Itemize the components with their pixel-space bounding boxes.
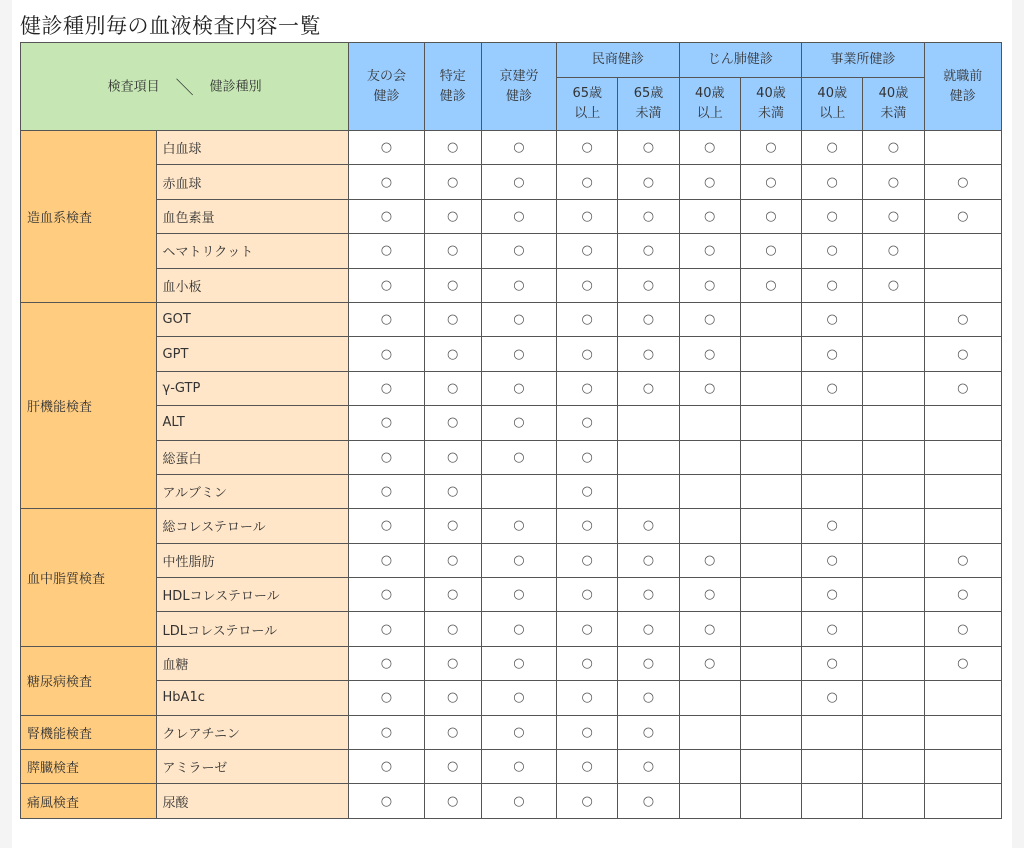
check-mark-cell: ○: [740, 131, 801, 165]
category-cell: 血中脂質検査: [21, 509, 157, 647]
page-title: 健診種別毎の血液検査内容一覧: [20, 14, 321, 38]
item-name-cell: LDLコレステロール: [156, 612, 349, 646]
item-name-cell: HbA1c: [156, 681, 349, 715]
check-mark-cell: ○: [349, 612, 424, 646]
check-mark-cell: ○: [802, 234, 863, 268]
empty-cell: [924, 440, 1001, 474]
check-mark-cell: ○: [924, 371, 1001, 405]
empty-cell: [740, 543, 801, 577]
category-cell: 糖尿病検査: [21, 646, 157, 715]
check-mark-cell: ○: [349, 337, 424, 371]
check-mark-cell: ○: [802, 612, 863, 646]
item-name-cell: 血小板: [156, 268, 349, 302]
check-mark-cell: ○: [424, 199, 481, 233]
check-mark-cell: ○: [481, 681, 556, 715]
empty-cell: [863, 371, 924, 405]
empty-cell: [740, 750, 801, 784]
column-header: 事業所健診: [802, 43, 924, 78]
item-name-cell: クレアチニン: [156, 715, 349, 749]
check-mark-cell: ○: [924, 646, 1001, 680]
check-mark-cell: ○: [349, 646, 424, 680]
item-name-cell: γ-GTP: [156, 371, 349, 405]
check-mark-cell: ○: [349, 302, 424, 336]
item-name-cell: HDLコレステロール: [156, 578, 349, 612]
table-row: [21, 131, 1002, 165]
check-mark-cell: ○: [618, 371, 679, 405]
check-mark-cell: ○: [557, 199, 618, 233]
check-mark-cell: ○: [618, 199, 679, 233]
table-row: [21, 371, 1002, 405]
check-mark-cell: ○: [481, 715, 556, 749]
item-name-cell: GPT: [156, 337, 349, 371]
check-mark-cell: ○: [740, 199, 801, 233]
empty-cell: [679, 440, 740, 474]
check-mark-cell: ○: [679, 337, 740, 371]
check-mark-cell: ○: [424, 578, 481, 612]
table-row: [21, 234, 1002, 268]
table-row: [21, 646, 1002, 680]
table-row: [21, 578, 1002, 612]
check-mark-cell: ○: [924, 578, 1001, 612]
sub-column-header: 40歳 未満: [863, 78, 924, 131]
empty-cell: [863, 543, 924, 577]
empty-cell: [924, 268, 1001, 302]
check-mark-cell: ○: [863, 131, 924, 165]
check-mark-cell: ○: [802, 543, 863, 577]
column-header: 友の会 健診: [349, 43, 424, 131]
check-mark-cell: ○: [618, 715, 679, 749]
item-name-cell: 血糖: [156, 646, 349, 680]
item-name-cell: 尿酸: [156, 784, 349, 818]
check-mark-cell: ○: [424, 406, 481, 440]
empty-cell: [924, 509, 1001, 543]
check-mark-cell: ○: [424, 612, 481, 646]
check-mark-cell: ○: [424, 268, 481, 302]
empty-cell: [863, 578, 924, 612]
empty-cell: [924, 406, 1001, 440]
check-mark-cell: ○: [557, 646, 618, 680]
check-mark-cell: ○: [679, 199, 740, 233]
empty-cell: [618, 440, 679, 474]
empty-cell: [740, 474, 801, 508]
empty-cell: [618, 474, 679, 508]
table-row: [21, 199, 1002, 233]
check-mark-cell: ○: [557, 337, 618, 371]
check-mark-cell: ○: [679, 371, 740, 405]
check-mark-cell: ○: [802, 509, 863, 543]
check-mark-cell: ○: [679, 646, 740, 680]
check-mark-cell: ○: [863, 234, 924, 268]
empty-cell: [740, 440, 801, 474]
item-name-cell: 赤血球: [156, 165, 349, 199]
check-mark-cell: ○: [802, 131, 863, 165]
check-mark-cell: ○: [349, 165, 424, 199]
check-mark-cell: ○: [481, 371, 556, 405]
check-mark-cell: ○: [349, 509, 424, 543]
empty-cell: [740, 715, 801, 749]
category-cell: 膵臓検査: [21, 750, 157, 784]
check-mark-cell: ○: [424, 543, 481, 577]
table-row: [21, 474, 1002, 508]
check-mark-cell: ○: [618, 302, 679, 336]
check-mark-cell: ○: [424, 131, 481, 165]
empty-cell: [924, 715, 1001, 749]
check-mark-cell: ○: [924, 337, 1001, 371]
check-mark-cell: ○: [618, 268, 679, 302]
check-mark-cell: ○: [557, 371, 618, 405]
check-mark-cell: ○: [557, 612, 618, 646]
empty-cell: [679, 406, 740, 440]
empty-cell: [740, 681, 801, 715]
table-row: [21, 750, 1002, 784]
item-name-cell: ヘマトリクット: [156, 234, 349, 268]
check-mark-cell: ○: [618, 681, 679, 715]
check-mark-cell: ○: [618, 165, 679, 199]
empty-cell: [679, 509, 740, 543]
check-mark-cell: ○: [481, 302, 556, 336]
column-header: 就職前 健診: [924, 43, 1001, 131]
table-row: [21, 784, 1002, 818]
check-mark-cell: ○: [618, 509, 679, 543]
empty-cell: [679, 681, 740, 715]
check-mark-cell: ○: [679, 612, 740, 646]
table-row: [21, 440, 1002, 474]
empty-cell: [863, 646, 924, 680]
check-mark-cell: ○: [424, 371, 481, 405]
check-mark-cell: ○: [557, 234, 618, 268]
empty-cell: [740, 337, 801, 371]
check-mark-cell: ○: [924, 199, 1001, 233]
check-mark-cell: ○: [557, 406, 618, 440]
check-mark-cell: ○: [557, 784, 618, 818]
empty-cell: [481, 474, 556, 508]
table-row: [21, 681, 1002, 715]
check-mark-cell: ○: [557, 715, 618, 749]
check-mark-cell: ○: [924, 543, 1001, 577]
check-mark-cell: ○: [481, 337, 556, 371]
empty-cell: [740, 784, 801, 818]
item-name-cell: GOT: [156, 302, 349, 336]
empty-cell: [740, 302, 801, 336]
check-mark-cell: ○: [618, 646, 679, 680]
table-row: [21, 406, 1002, 440]
corner-right-label: 健診種別: [209, 79, 262, 94]
page: [12, 0, 1012, 848]
column-header: じん肺健診: [679, 43, 801, 78]
check-mark-cell: ○: [802, 268, 863, 302]
empty-cell: [802, 406, 863, 440]
check-mark-cell: ○: [349, 750, 424, 784]
check-mark-cell: ○: [481, 406, 556, 440]
table-row: [21, 715, 1002, 749]
sub-column-header: 40歳 未満: [740, 78, 801, 131]
empty-cell: [863, 337, 924, 371]
check-mark-cell: ○: [349, 268, 424, 302]
check-mark-cell: ○: [349, 371, 424, 405]
empty-cell: [924, 681, 1001, 715]
check-mark-cell: ○: [557, 750, 618, 784]
check-mark-cell: ○: [802, 199, 863, 233]
sub-column-header: 65歳 以上: [557, 78, 618, 131]
check-mark-cell: ○: [481, 646, 556, 680]
check-mark-cell: ○: [802, 337, 863, 371]
category-cell: 造血系検査: [21, 131, 157, 303]
empty-cell: [740, 578, 801, 612]
empty-cell: [679, 750, 740, 784]
check-mark-cell: ○: [618, 578, 679, 612]
check-mark-cell: ○: [618, 543, 679, 577]
table-row: [21, 337, 1002, 371]
check-mark-cell: ○: [481, 199, 556, 233]
check-mark-cell: ○: [802, 302, 863, 336]
check-mark-cell: ○: [349, 406, 424, 440]
check-mark-cell: ○: [618, 131, 679, 165]
check-mark-cell: ○: [481, 578, 556, 612]
item-name-cell: 総コレステロール: [156, 509, 349, 543]
table-row: [21, 543, 1002, 577]
check-mark-cell: ○: [557, 681, 618, 715]
check-mark-cell: ○: [740, 234, 801, 268]
check-mark-cell: ○: [481, 165, 556, 199]
check-mark-cell: ○: [424, 750, 481, 784]
empty-cell: [740, 371, 801, 405]
check-mark-cell: ○: [424, 474, 481, 508]
check-mark-cell: ○: [557, 474, 618, 508]
check-mark-cell: ○: [557, 578, 618, 612]
check-mark-cell: ○: [924, 302, 1001, 336]
corner-slash: ＼: [175, 77, 194, 99]
check-mark-cell: ○: [618, 750, 679, 784]
empty-cell: [863, 474, 924, 508]
empty-cell: [863, 406, 924, 440]
item-name-cell: ALT: [156, 406, 349, 440]
empty-cell: [924, 131, 1001, 165]
corner-left-label: 検査項目: [107, 79, 160, 94]
category-cell: 腎機能検査: [21, 715, 157, 749]
check-mark-cell: ○: [557, 509, 618, 543]
empty-cell: [924, 750, 1001, 784]
header-row-top: [21, 43, 1002, 78]
check-mark-cell: ○: [349, 474, 424, 508]
empty-cell: [740, 612, 801, 646]
empty-cell: [802, 784, 863, 818]
category-cell: 痛風検査: [21, 784, 157, 818]
check-mark-cell: ○: [349, 543, 424, 577]
empty-cell: [863, 681, 924, 715]
check-mark-cell: ○: [349, 234, 424, 268]
check-mark-cell: ○: [481, 440, 556, 474]
check-mark-cell: ○: [349, 681, 424, 715]
check-mark-cell: ○: [557, 268, 618, 302]
check-mark-cell: ○: [618, 784, 679, 818]
check-mark-cell: ○: [424, 509, 481, 543]
check-mark-cell: ○: [424, 302, 481, 336]
empty-cell: [802, 715, 863, 749]
sub-column-header: 40歳 以上: [679, 78, 740, 131]
item-name-cell: 血色素量: [156, 199, 349, 233]
check-mark-cell: ○: [679, 131, 740, 165]
column-header: 京建労 健診: [481, 43, 556, 131]
sub-column-header: 65歳 未満: [618, 78, 679, 131]
check-mark-cell: ○: [349, 131, 424, 165]
table-row: [21, 302, 1002, 336]
check-mark-cell: ○: [863, 199, 924, 233]
check-mark-cell: ○: [740, 165, 801, 199]
check-mark-cell: ○: [424, 234, 481, 268]
empty-cell: [863, 750, 924, 784]
empty-cell: [740, 509, 801, 543]
check-mark-cell: ○: [481, 509, 556, 543]
empty-cell: [679, 784, 740, 818]
check-mark-cell: ○: [740, 268, 801, 302]
check-mark-cell: ○: [424, 681, 481, 715]
check-mark-cell: ○: [679, 543, 740, 577]
sub-column-header: 40歳 以上: [802, 78, 863, 131]
empty-cell: [863, 784, 924, 818]
check-mark-cell: ○: [679, 165, 740, 199]
check-mark-cell: ○: [802, 371, 863, 405]
empty-cell: [618, 406, 679, 440]
check-mark-cell: ○: [349, 784, 424, 818]
check-mark-cell: ○: [424, 646, 481, 680]
table-body: [21, 131, 1002, 819]
check-mark-cell: ○: [679, 302, 740, 336]
check-mark-cell: ○: [481, 750, 556, 784]
item-name-cell: 白血球: [156, 131, 349, 165]
check-mark-cell: ○: [481, 784, 556, 818]
check-mark-cell: ○: [618, 234, 679, 268]
check-mark-cell: ○: [557, 131, 618, 165]
empty-cell: [863, 612, 924, 646]
empty-cell: [802, 750, 863, 784]
empty-cell: [863, 715, 924, 749]
empty-cell: [802, 440, 863, 474]
corner-header: [21, 43, 349, 131]
category-cell: 肝機能検査: [21, 302, 157, 508]
check-mark-cell: ○: [679, 234, 740, 268]
check-mark-cell: ○: [349, 440, 424, 474]
empty-cell: [863, 302, 924, 336]
table-row: [21, 268, 1002, 302]
check-mark-cell: ○: [349, 199, 424, 233]
empty-cell: [740, 646, 801, 680]
check-mark-cell: ○: [481, 234, 556, 268]
check-mark-cell: ○: [424, 784, 481, 818]
empty-cell: [679, 715, 740, 749]
table-row: [21, 165, 1002, 199]
check-mark-cell: ○: [481, 543, 556, 577]
item-name-cell: 中性脂肪: [156, 543, 349, 577]
check-mark-cell: ○: [618, 612, 679, 646]
column-header: 特定 健診: [424, 43, 481, 131]
item-name-cell: 総蛋白: [156, 440, 349, 474]
empty-cell: [924, 474, 1001, 508]
check-mark-cell: ○: [557, 165, 618, 199]
check-mark-cell: ○: [557, 543, 618, 577]
empty-cell: [863, 440, 924, 474]
check-mark-cell: ○: [679, 268, 740, 302]
check-mark-cell: ○: [802, 646, 863, 680]
exam-table: [20, 42, 1002, 819]
check-mark-cell: ○: [481, 131, 556, 165]
item-name-cell: アルブミン: [156, 474, 349, 508]
empty-cell: [740, 406, 801, 440]
check-mark-cell: ○: [424, 337, 481, 371]
empty-cell: [802, 474, 863, 508]
check-mark-cell: ○: [424, 165, 481, 199]
check-mark-cell: ○: [679, 578, 740, 612]
check-mark-cell: ○: [802, 578, 863, 612]
check-mark-cell: ○: [349, 715, 424, 749]
column-header: 民商健診: [557, 43, 679, 78]
table-row: [21, 612, 1002, 646]
check-mark-cell: ○: [802, 165, 863, 199]
check-mark-cell: ○: [924, 612, 1001, 646]
check-mark-cell: ○: [424, 440, 481, 474]
check-mark-cell: ○: [863, 165, 924, 199]
empty-cell: [924, 784, 1001, 818]
check-mark-cell: ○: [802, 681, 863, 715]
check-mark-cell: ○: [557, 302, 618, 336]
check-mark-cell: ○: [557, 440, 618, 474]
check-mark-cell: ○: [481, 612, 556, 646]
empty-cell: [924, 234, 1001, 268]
empty-cell: [679, 474, 740, 508]
check-mark-cell: ○: [424, 715, 481, 749]
check-mark-cell: ○: [349, 578, 424, 612]
check-mark-cell: ○: [924, 165, 1001, 199]
table-row: [21, 509, 1002, 543]
check-mark-cell: ○: [481, 268, 556, 302]
empty-cell: [863, 509, 924, 543]
item-name-cell: アミラーゼ: [156, 750, 349, 784]
check-mark-cell: ○: [863, 268, 924, 302]
check-mark-cell: ○: [618, 337, 679, 371]
